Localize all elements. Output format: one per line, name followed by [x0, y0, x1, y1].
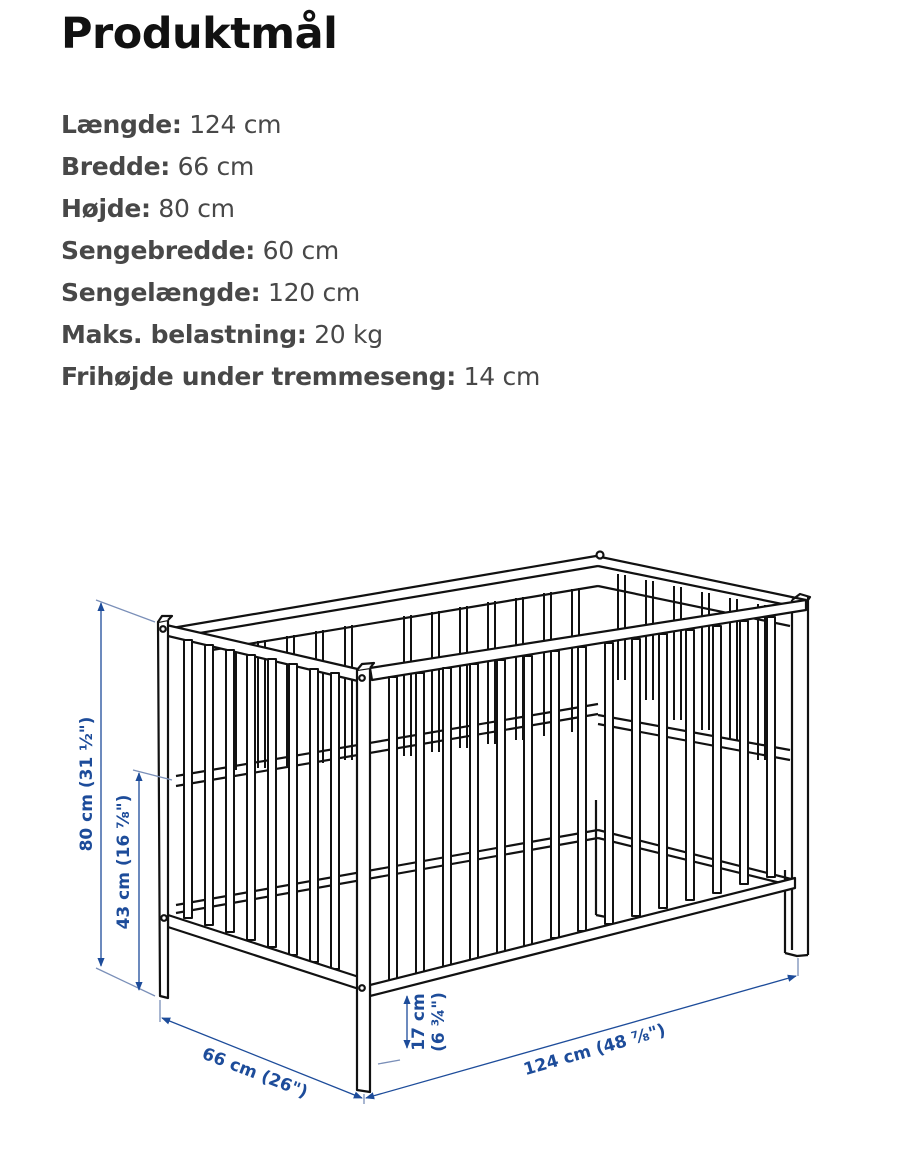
crib-icon: [158, 552, 810, 1093]
spec-value: 20 kg: [314, 320, 383, 349]
crib-back-panel: [172, 556, 598, 913]
spec-value: 60 cm: [262, 236, 339, 265]
spec-label: Frihøjde under tremmeseng:: [61, 362, 456, 391]
spec-label: Sengelængde:: [61, 278, 261, 307]
spec-label: Højde:: [61, 194, 151, 223]
dim-label-mattress-height: 43 cm (16 ⅞"): [114, 794, 134, 930]
dim-label-length: 124 cm (48 ⅞"): [521, 1020, 668, 1081]
spec-value: 14 cm: [463, 362, 540, 391]
spec-value: 66 cm: [177, 152, 254, 181]
spec-label: Maks. belastning:: [61, 320, 307, 349]
dim-label-clearance-inch: (6 ¾"): [429, 992, 449, 1052]
spec-label: Længde:: [61, 110, 182, 139]
page-title: Produktmål: [61, 9, 338, 59]
spec-value: 120 cm: [267, 278, 360, 307]
spec-label: Bredde:: [61, 152, 170, 181]
dim-label-width: 66 cm (26"): [199, 1044, 311, 1103]
spec-value: 124 cm: [189, 110, 282, 139]
crib-front-panel: [370, 600, 806, 996]
spec-label: Sengebredde:: [61, 236, 255, 265]
spec-value: 80 cm: [158, 194, 235, 223]
dim-label-clearance: 17 cm: [409, 993, 429, 1051]
dim-label-total-height: 80 cm (31 ½"): [77, 716, 97, 852]
